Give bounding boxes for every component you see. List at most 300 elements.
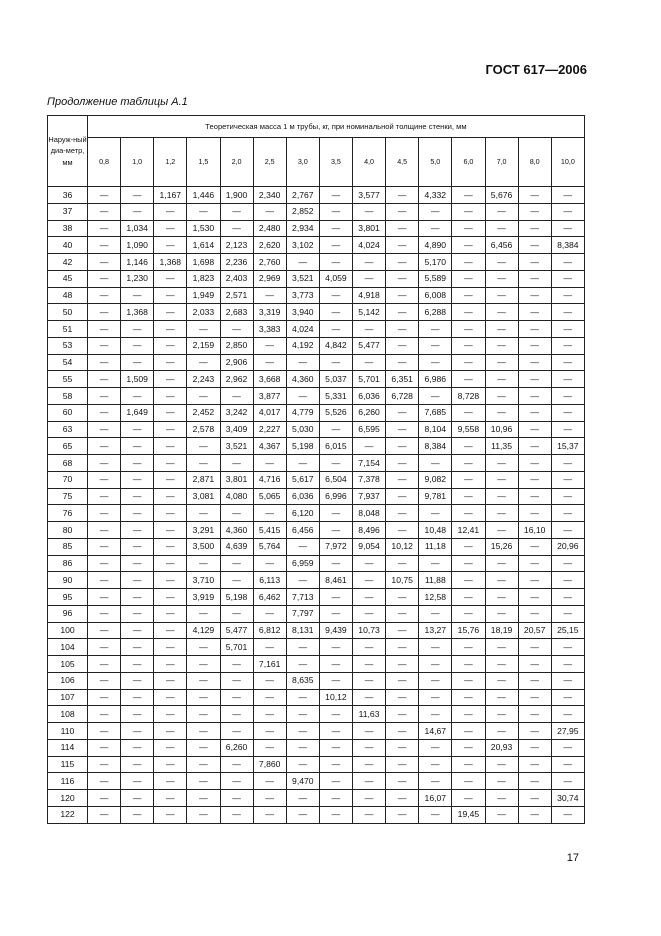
- mass-cell: —: [386, 270, 419, 287]
- mass-cell: —: [319, 220, 352, 237]
- mass-cell: —: [485, 304, 518, 321]
- mass-cell: 10,48: [419, 522, 452, 539]
- mass-cell: 6,113: [253, 572, 286, 589]
- mass-cell: —: [551, 555, 584, 572]
- mass-cell: —: [286, 689, 319, 706]
- mass-cell: —: [452, 706, 485, 723]
- mass-cell: 9,054: [353, 538, 386, 555]
- mass-cell: —: [518, 455, 551, 472]
- outer-diameter-cell: 70: [48, 471, 88, 488]
- mass-cell: —: [286, 639, 319, 656]
- mass-cell: —: [452, 471, 485, 488]
- mass-cell: 5,030: [286, 421, 319, 438]
- mass-cell: —: [88, 337, 121, 354]
- mass-cell: —: [518, 354, 551, 371]
- mass-cell: —: [452, 220, 485, 237]
- mass-cell: —: [154, 371, 187, 388]
- mass-cell: 20,57: [518, 622, 551, 639]
- mass-cell: 1,509: [121, 371, 154, 388]
- mass-cell: 2,850: [220, 337, 253, 354]
- table-row: [48, 404, 585, 421]
- mass-cell: —: [88, 321, 121, 338]
- wall-thickness-header: 6,0: [452, 138, 485, 187]
- outer-diameter-cell: 104: [48, 639, 88, 656]
- mass-cell: —: [319, 421, 352, 438]
- table-row: [48, 203, 585, 220]
- table-row: [48, 321, 585, 338]
- table-row: [48, 639, 585, 656]
- mass-cell: —: [386, 555, 419, 572]
- mass-cell: —: [319, 287, 352, 304]
- mass-cell: —: [518, 471, 551, 488]
- mass-cell: —: [518, 505, 551, 522]
- mass-cell: 2,403: [220, 270, 253, 287]
- mass-cell: 3,521: [220, 438, 253, 455]
- mass-cell: —: [319, 522, 352, 539]
- mass-cell: —: [452, 488, 485, 505]
- mass-cell: 8,048: [353, 505, 386, 522]
- table-row: [48, 656, 585, 673]
- mass-cell: —: [154, 455, 187, 472]
- mass-cell: —: [485, 287, 518, 304]
- mass-cell: —: [518, 689, 551, 706]
- mass-cell: —: [154, 672, 187, 689]
- mass-cell: 1,446: [187, 187, 220, 204]
- mass-cell: —: [319, 605, 352, 622]
- mass-cell: —: [220, 773, 253, 790]
- mass-cell: —: [88, 605, 121, 622]
- mass-cell: —: [518, 538, 551, 555]
- mass-cell: —: [220, 689, 253, 706]
- mass-cell: 5,701: [220, 639, 253, 656]
- mass-cell: —: [386, 689, 419, 706]
- mass-cell: —: [187, 455, 220, 472]
- mass-cell: 6,036: [286, 488, 319, 505]
- wall-thickness-header: 4,0: [353, 138, 386, 187]
- mass-cell: —: [154, 488, 187, 505]
- mass-cell: 4,332: [419, 187, 452, 204]
- mass-cell: 6,260: [353, 404, 386, 421]
- mass-cell: —: [419, 388, 452, 405]
- mass-cell: —: [386, 522, 419, 539]
- table-row: [48, 304, 585, 321]
- mass-cell: —: [319, 203, 352, 220]
- mass-cell: —: [154, 321, 187, 338]
- mass-cell: 6,504: [319, 471, 352, 488]
- mass-cell: —: [88, 622, 121, 639]
- mass-cell: —: [187, 605, 220, 622]
- mass-cell: —: [253, 790, 286, 807]
- mass-cell: —: [187, 203, 220, 220]
- mass-cell: —: [154, 555, 187, 572]
- mass-cell: —: [551, 773, 584, 790]
- outer-diameter-cell: 110: [48, 723, 88, 740]
- table-row: [48, 672, 585, 689]
- mass-cell: 6,812: [253, 622, 286, 639]
- outer-diameter-cell: 108: [48, 706, 88, 723]
- mass-cell: 4,024: [353, 237, 386, 254]
- outer-diameter-cell: 63: [48, 421, 88, 438]
- table-row: [48, 287, 585, 304]
- mass-cell: 15,37: [551, 438, 584, 455]
- mass-cell: 4,080: [220, 488, 253, 505]
- mass-cell: —: [220, 455, 253, 472]
- mass-cell: —: [353, 790, 386, 807]
- table-row: [48, 354, 585, 371]
- mass-cell: 4,059: [319, 270, 352, 287]
- mass-cell: 1,090: [121, 237, 154, 254]
- table-row: [48, 522, 585, 539]
- mass-cell: —: [253, 203, 286, 220]
- mass-cell: 5,198: [286, 438, 319, 455]
- mass-cell: 10,73: [353, 622, 386, 639]
- mass-cell: —: [187, 639, 220, 656]
- mass-cell: —: [518, 739, 551, 756]
- outer-diameter-cell: 115: [48, 756, 88, 773]
- mass-cell: 1,146: [121, 254, 154, 271]
- mass-cell: —: [319, 639, 352, 656]
- mass-cell: —: [319, 254, 352, 271]
- mass-cell: —: [187, 773, 220, 790]
- mass-cell: —: [518, 790, 551, 807]
- outer-diameter-cell: 37: [48, 203, 88, 220]
- mass-cell: —: [518, 337, 551, 354]
- mass-cell: 1,900: [220, 187, 253, 204]
- outer-diameter-cell: 80: [48, 522, 88, 539]
- mass-cell: 1,698: [187, 254, 220, 271]
- mass-cell: —: [319, 505, 352, 522]
- mass-cell: 20,93: [485, 739, 518, 756]
- mass-cell: —: [121, 605, 154, 622]
- mass-cell: 5,477: [220, 622, 253, 639]
- mass-cell: —: [485, 555, 518, 572]
- mass-cell: 6,462: [253, 589, 286, 606]
- mass-cell: —: [485, 806, 518, 823]
- mass-cell: —: [551, 639, 584, 656]
- mass-cell: —: [551, 187, 584, 204]
- mass-cell: 4,716: [253, 471, 286, 488]
- mass-cell: —: [220, 706, 253, 723]
- mass-cell: —: [121, 203, 154, 220]
- mass-cell: 16,10: [518, 522, 551, 539]
- mass-cell: —: [319, 773, 352, 790]
- mass-cell: —: [88, 388, 121, 405]
- mass-cell: —: [88, 455, 121, 472]
- outer-diameter-cell: 116: [48, 773, 88, 790]
- mass-cell: —: [419, 773, 452, 790]
- mass-cell: —: [485, 254, 518, 271]
- mass-cell: —: [419, 739, 452, 756]
- mass-cell: —: [154, 572, 187, 589]
- mass-cell: 3,919: [187, 589, 220, 606]
- mass-cell: —: [286, 656, 319, 673]
- mass-cell: —: [220, 203, 253, 220]
- mass-cell: 8,384: [419, 438, 452, 455]
- mass-cell: 5,526: [319, 404, 352, 421]
- mass-cell: —: [485, 488, 518, 505]
- mass-cell: —: [518, 421, 551, 438]
- mass-cell: 7,860: [253, 756, 286, 773]
- mass-cell: 6,728: [386, 388, 419, 405]
- mass-cell: —: [452, 354, 485, 371]
- document-code: ГОСТ 617—2006: [485, 62, 587, 77]
- mass-cell: 8,461: [319, 572, 352, 589]
- mass-cell: —: [452, 589, 485, 606]
- mass-cell: 6,351: [386, 371, 419, 388]
- mass-cell: —: [253, 773, 286, 790]
- mass-cell: 10,75: [386, 572, 419, 589]
- mass-cell: 1,368: [154, 254, 187, 271]
- mass-cell: 25,15: [551, 622, 584, 639]
- mass-cell: —: [551, 337, 584, 354]
- mass-cell: —: [518, 237, 551, 254]
- mass-cell: —: [154, 237, 187, 254]
- table-row: [48, 388, 585, 405]
- mass-cell: 5,142: [353, 304, 386, 321]
- mass-cell: —: [253, 689, 286, 706]
- mass-cell: —: [253, 739, 286, 756]
- mass-cell: 12,41: [452, 522, 485, 539]
- mass-group-header: Теоретическая масса 1 м трубы, кг, при номинальной толщине стенки, мм: [88, 116, 585, 138]
- mass-cell: —: [452, 287, 485, 304]
- mass-cell: —: [319, 756, 352, 773]
- outer-diameter-cell: 40: [48, 237, 88, 254]
- mass-cell: —: [88, 354, 121, 371]
- mass-cell: —: [187, 672, 220, 689]
- outer-diameter-cell: 51: [48, 321, 88, 338]
- mass-cell: 11,18: [419, 538, 452, 555]
- mass-cell: 6,996: [319, 488, 352, 505]
- mass-cell: 6,015: [319, 438, 352, 455]
- mass-cell: 11,35: [485, 438, 518, 455]
- mass-cell: —: [353, 555, 386, 572]
- mass-cell: —: [419, 689, 452, 706]
- outer-diameter-cell: 38: [48, 220, 88, 237]
- mass-cell: 5,589: [419, 270, 452, 287]
- mass-cell: —: [187, 706, 220, 723]
- mass-cell: —: [319, 806, 352, 823]
- mass-cell: 8,728: [452, 388, 485, 405]
- outer-diameter-cell: 107: [48, 689, 88, 706]
- mass-cell: 2,236: [220, 254, 253, 271]
- mass-cell: —: [154, 639, 187, 656]
- mass-cell: —: [452, 321, 485, 338]
- mass-cell: —: [187, 790, 220, 807]
- outer-diameter-header: Наруж-ный диа-метр, мм: [48, 116, 88, 187]
- mass-cell: 11,63: [353, 706, 386, 723]
- mass-cell: 4,779: [286, 404, 319, 421]
- mass-cell: —: [386, 505, 419, 522]
- mass-cell: —: [518, 589, 551, 606]
- mass-cell: —: [551, 806, 584, 823]
- mass-cell: —: [187, 354, 220, 371]
- outer-diameter-cell: 68: [48, 455, 88, 472]
- mass-cell: —: [121, 739, 154, 756]
- mass-cell: —: [286, 455, 319, 472]
- mass-cell: —: [88, 237, 121, 254]
- mass-cell: —: [88, 287, 121, 304]
- mass-cell: 1,034: [121, 220, 154, 237]
- mass-cell: —: [154, 438, 187, 455]
- mass-cell: —: [452, 254, 485, 271]
- mass-cell: 3,577: [353, 187, 386, 204]
- mass-cell: 2,767: [286, 187, 319, 204]
- mass-cell: —: [253, 672, 286, 689]
- outer-diameter-cell: 42: [48, 254, 88, 271]
- mass-cell: —: [88, 689, 121, 706]
- mass-cell: 1,530: [187, 220, 220, 237]
- mass-cell: —: [88, 438, 121, 455]
- mass-cell: —: [220, 321, 253, 338]
- mass-cell: —: [286, 354, 319, 371]
- wall-thickness-header-row: [48, 138, 585, 187]
- mass-cell: —: [353, 572, 386, 589]
- mass-cell: —: [121, 522, 154, 539]
- mass-cell: 15,76: [452, 622, 485, 639]
- mass-cell: 5,331: [319, 388, 352, 405]
- mass-cell: —: [353, 438, 386, 455]
- mass-cell: —: [253, 605, 286, 622]
- table-row: [48, 505, 585, 522]
- mass-cell: —: [452, 572, 485, 589]
- mass-cell: —: [319, 455, 352, 472]
- mass-cell: 6,036: [353, 388, 386, 405]
- mass-cell: —: [485, 773, 518, 790]
- mass-cell: —: [386, 287, 419, 304]
- wall-thickness-header: 0,8: [88, 138, 121, 187]
- mass-cell: —: [353, 656, 386, 673]
- mass-cell: —: [452, 739, 485, 756]
- table-caption: Продолжение таблицы А.1: [47, 96, 188, 108]
- table-row: [48, 538, 585, 555]
- mass-cell: —: [154, 773, 187, 790]
- mass-cell: —: [386, 438, 419, 455]
- mass-cell: —: [419, 321, 452, 338]
- mass-cell: —: [220, 388, 253, 405]
- mass-cell: 3,668: [253, 371, 286, 388]
- wall-thickness-header: 10,0: [551, 138, 584, 187]
- mass-cell: —: [485, 388, 518, 405]
- mass-cell: —: [518, 203, 551, 220]
- mass-cell: —: [154, 270, 187, 287]
- mass-cell: 7,797: [286, 605, 319, 622]
- mass-cell: —: [551, 287, 584, 304]
- mass-cell: —: [88, 723, 121, 740]
- mass-cell: —: [551, 304, 584, 321]
- outer-diameter-cell: 36: [48, 187, 88, 204]
- mass-cell: —: [419, 220, 452, 237]
- mass-cell: —: [386, 790, 419, 807]
- mass-cell: —: [187, 505, 220, 522]
- table-row: [48, 572, 585, 589]
- mass-cell: —: [518, 806, 551, 823]
- mass-cell: 1,368: [121, 304, 154, 321]
- mass-cell: —: [419, 656, 452, 673]
- mass-cell: —: [121, 471, 154, 488]
- mass-cell: —: [121, 421, 154, 438]
- mass-cell: —: [419, 354, 452, 371]
- mass-cell: —: [286, 254, 319, 271]
- mass-cell: —: [220, 555, 253, 572]
- mass-cell: 8,635: [286, 672, 319, 689]
- mass-cell: 2,871: [187, 471, 220, 488]
- mass-cell: —: [551, 270, 584, 287]
- mass-cell: 18,19: [485, 622, 518, 639]
- mass-cell: 9,558: [452, 421, 485, 438]
- mass-cell: —: [154, 656, 187, 673]
- mass-cell: 6,456: [286, 522, 319, 539]
- table-row: [48, 455, 585, 472]
- wall-thickness-header: 1,0: [121, 138, 154, 187]
- mass-cell: —: [88, 790, 121, 807]
- mass-cell: 5,415: [253, 522, 286, 539]
- mass-cell: —: [121, 723, 154, 740]
- mass-cell: —: [419, 756, 452, 773]
- mass-cell: —: [551, 572, 584, 589]
- mass-cell: 1,649: [121, 404, 154, 421]
- mass-cell: —: [220, 572, 253, 589]
- mass-cell: —: [518, 555, 551, 572]
- table-row: [48, 622, 585, 639]
- mass-cell: —: [485, 706, 518, 723]
- mass-cell: —: [353, 672, 386, 689]
- mass-cell: —: [353, 605, 386, 622]
- mass-cell: —: [485, 203, 518, 220]
- table-row: [48, 187, 585, 204]
- mass-cell: —: [386, 656, 419, 673]
- mass-cell: 5,676: [485, 187, 518, 204]
- mass-cell: —: [319, 354, 352, 371]
- mass-cell: —: [88, 572, 121, 589]
- mass-cell: 8,131: [286, 622, 319, 639]
- mass-cell: —: [452, 672, 485, 689]
- mass-cell: 5,065: [253, 488, 286, 505]
- outer-diameter-cell: 85: [48, 538, 88, 555]
- mass-cell: 4,360: [286, 371, 319, 388]
- mass-cell: 2,969: [253, 270, 286, 287]
- mass-cell: 5,037: [319, 371, 352, 388]
- mass-cell: 7,972: [319, 538, 352, 555]
- mass-cell: —: [319, 321, 352, 338]
- mass-cell: 1,167: [154, 187, 187, 204]
- mass-cell: 27,95: [551, 723, 584, 740]
- table-row: [48, 555, 585, 572]
- mass-cell: —: [353, 756, 386, 773]
- mass-cell: 19,45: [452, 806, 485, 823]
- mass-cell: —: [154, 806, 187, 823]
- mass-cell: —: [253, 455, 286, 472]
- mass-cell: 13,27: [419, 622, 452, 639]
- mass-cell: —: [220, 220, 253, 237]
- mass-cell: —: [551, 220, 584, 237]
- mass-cell: 6,959: [286, 555, 319, 572]
- mass-cell: 4,890: [419, 237, 452, 254]
- mass-cell: —: [485, 321, 518, 338]
- mass-cell: 5,198: [220, 589, 253, 606]
- mass-cell: 2,852: [286, 203, 319, 220]
- mass-cell: —: [518, 270, 551, 287]
- mass-cell: —: [154, 203, 187, 220]
- mass-cell: —: [154, 538, 187, 555]
- mass-cell: —: [88, 421, 121, 438]
- mass-cell: 6,120: [286, 505, 319, 522]
- mass-cell: 2,480: [253, 220, 286, 237]
- mass-cell: —: [88, 756, 121, 773]
- mass-cell: —: [154, 723, 187, 740]
- mass-cell: —: [386, 723, 419, 740]
- mass-cell: 12,58: [419, 589, 452, 606]
- mass-cell: —: [121, 622, 154, 639]
